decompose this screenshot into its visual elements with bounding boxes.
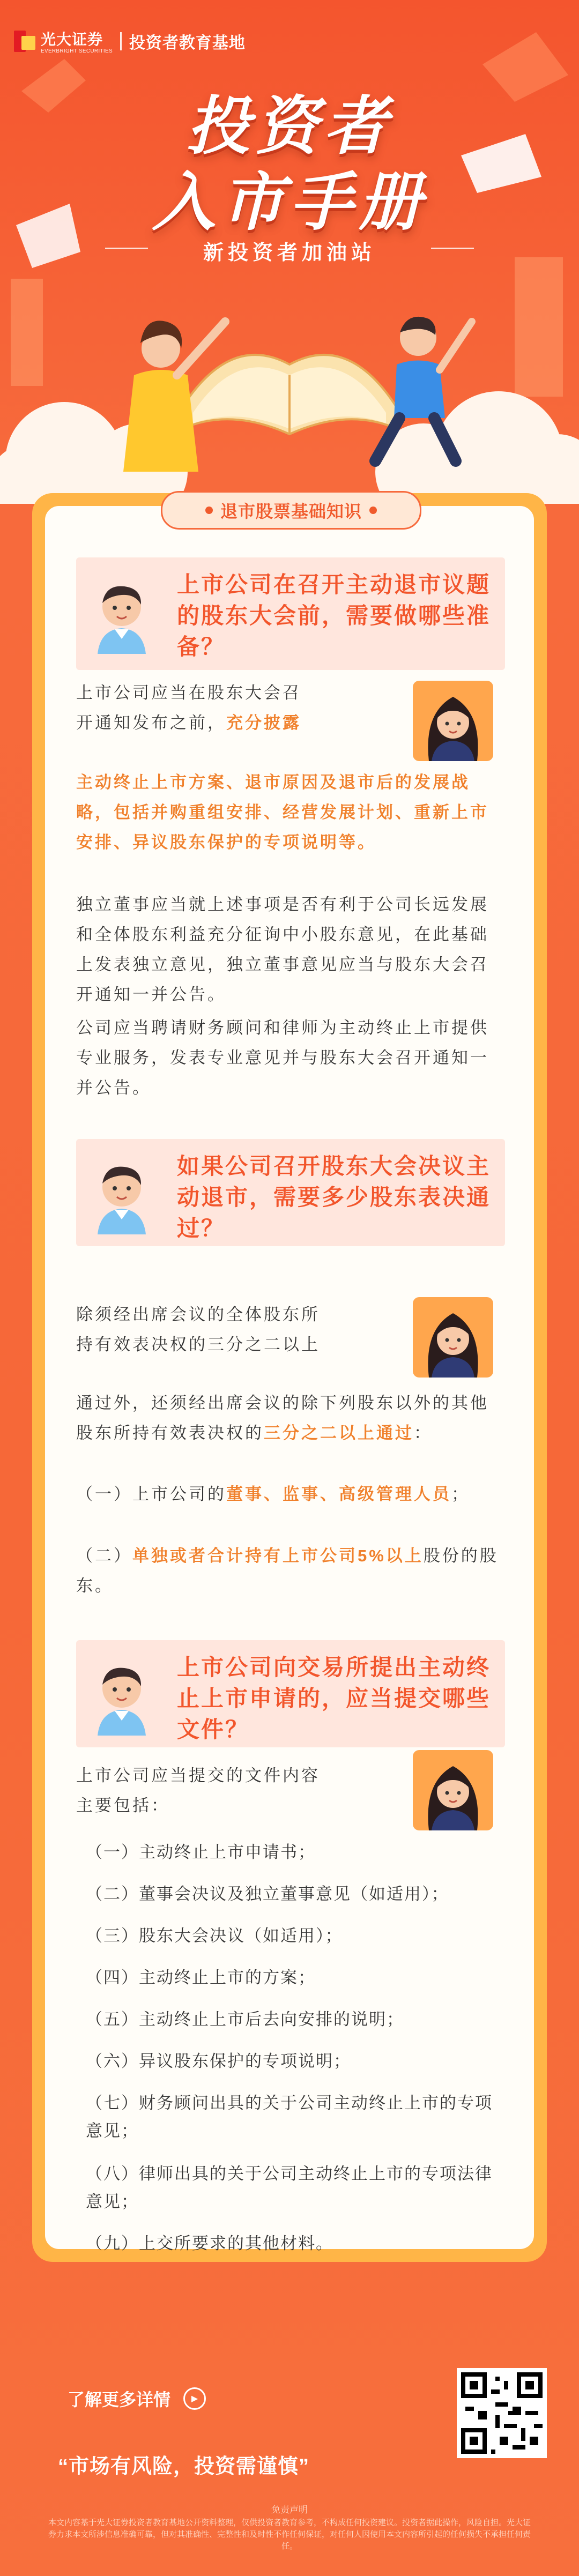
q2-item2-b: 股份的股东。 [76, 1546, 499, 1595]
q2-answer-para2 [76, 1388, 505, 1448]
q1-answer-line2b: 充分披露 [226, 713, 301, 732]
girl-avatar-1 [413, 681, 493, 761]
disclaimer-text: 本文内容基于光大证券投资者教育基地公开资料整理，仅供投资者教育参考，不构成任何投资建议。投资者据此操作，风险自担。光大证券力求本文所涉信息准确可靠，但对其准确性、完整性和及时性不作任何保证，对任何人因使用本文内容所引起的任何损失不承担任何责任。 [48, 2518, 531, 2551]
hero-subtitle-right-line [431, 248, 474, 249]
girl-avatar-2 [413, 1297, 493, 1378]
hero-title-line1: 投资者 [186, 91, 392, 162]
q1-highlight-text: 主动终止上市方案、退市原因及退市后的发展战略，包括并购重组安排、经营发展计划、重新上市安排、异议股东保护的专项说明等。 [76, 773, 489, 852]
brand-header [14, 28, 246, 54]
q2-answer-line1: 除须经出席会议的全体股东所 [76, 1305, 320, 1324]
tab-dot-right-icon [369, 507, 377, 514]
hero-subtitle: 新投资者加油站 [203, 242, 376, 264]
q2-answer-line2: 持有效表决权的三分之二以上 [76, 1335, 320, 1354]
q2-item2-highlight: 单独或者合计持有上市公司5%以上 [132, 1546, 424, 1565]
q1-answer-line2a: 开通知发布之前， [76, 713, 226, 732]
q1-answer-para1 [76, 678, 376, 738]
q1-answer-para2: 独立董事应当就上述事项是否有利于公司长远发展和全体股东利益充分征询中小股东意见，在此基础上发表独立意见，独立董事意见应当与股东大会召开通知一并公告。 [76, 895, 489, 1004]
q2-item1-b: ； [451, 1485, 470, 1503]
brand-slogan: 投资者教育基地 [129, 34, 246, 52]
brand-divider [120, 32, 122, 50]
girl-avatar-icon [413, 1297, 493, 1378]
card-tab-label: 退市股票基础知识 [220, 502, 362, 521]
q3-list-item: （三）股东大会决议（如适用）； [86, 1926, 343, 1945]
q2-item1-highlight: 董事、监事、高级管理人员 [226, 1485, 451, 1503]
q3-list-item: （四）主动终止上市的方案； [86, 1968, 316, 1987]
q2-answer-item2 [76, 1541, 505, 1601]
boy-avatar-icon [81, 574, 162, 654]
q3-intro-line1: 上市公司应当提交的文件内容 [76, 1766, 320, 1785]
girl-avatar-3 [413, 1750, 493, 1830]
q1-answer-para3: 公司应当聘请财务顾问和律师为主动终止上市提供专业服务，发表专业意见并与股东大会召开通知一并公告。 [76, 1018, 489, 1097]
boy-avatar-icon [81, 1154, 162, 1234]
q3-intro-line2: 主要包括： [76, 1796, 170, 1815]
q1-answer-highlight [76, 768, 505, 858]
risk-warning: “市场有风险，投资需谨慎” [58, 2455, 310, 2478]
q3-list-item: （八）律师出具的关于公司主动终止上市的专项法律意见； [86, 2164, 493, 2211]
more-details-label: 了解更多详情 [68, 2390, 171, 2409]
q3-list-item: （一）主动终止上市申请书； [86, 1843, 316, 1862]
brand-logo-icon [14, 31, 35, 52]
question-2-text: 如果公司召开股东大会决议主动退市，需要多少股东表决通过？ [177, 1153, 491, 1241]
q3-list-item: （五）主动终止上市后去向安排的说明； [86, 2010, 404, 2029]
q2-item2-a: （二） [76, 1546, 132, 1565]
hero-title-line2: 入市手册 [152, 167, 427, 238]
question-box-2 [76, 1139, 505, 1246]
brand-name-block [41, 28, 113, 54]
qr-code [457, 2368, 547, 2458]
q3-intro [76, 1761, 376, 1821]
brand-name: 光大证券 [41, 31, 103, 48]
q2-answer-para1 [76, 1300, 376, 1360]
qr-code-icon [457, 2368, 547, 2458]
q3-list-item: （六）异议股东保护的专项说明； [86, 2052, 351, 2071]
boy-avatar-icon [81, 1655, 162, 1736]
more-details-link[interactable] [68, 2386, 206, 2411]
disclaimer-title: 免责声明 [271, 2505, 308, 2515]
q3-list-item: （七）财务顾问出具的关于公司主动终止上市的专项意见； [86, 2094, 493, 2140]
q2-para2-a: 通过外，还须经出席会议的除下列股东以外的其他股东所持有效表决权的 [76, 1394, 489, 1442]
q2-item1-a: （一）上市公司的 [76, 1485, 226, 1503]
question-box-1 [76, 557, 505, 670]
q1-answer-line1: 上市公司应当在股东大会召 [76, 683, 301, 702]
brand-sub: EVERBRIGHT SECURITIES [41, 48, 113, 54]
question-3-text: 上市公司向交易所提出主动终止上市申请的，应当提交哪些文件？ [177, 1655, 491, 1742]
q2-answer-item1 [76, 1479, 505, 1509]
girl-avatar-icon [413, 1750, 493, 1830]
play-icon: ▶ [183, 2387, 206, 2410]
question-box-3 [76, 1640, 505, 1747]
card-tab [161, 491, 421, 530]
tab-dot-left-icon [205, 507, 213, 514]
question-1-text: 上市公司在召开主动退市议题的股东大会前，需要做哪些准备？ [177, 572, 491, 659]
q3-list-item: （二）董事会决议及独立董事意见（如适用）； [86, 1885, 449, 1903]
q3-list-item: （九）上交所要求的其他材料。 [86, 2234, 333, 2253]
q2-para2-highlight: 三分之二以上通过 [264, 1424, 414, 1442]
girl-avatar-icon [413, 681, 493, 761]
q2-para2-b: ： [414, 1424, 433, 1442]
